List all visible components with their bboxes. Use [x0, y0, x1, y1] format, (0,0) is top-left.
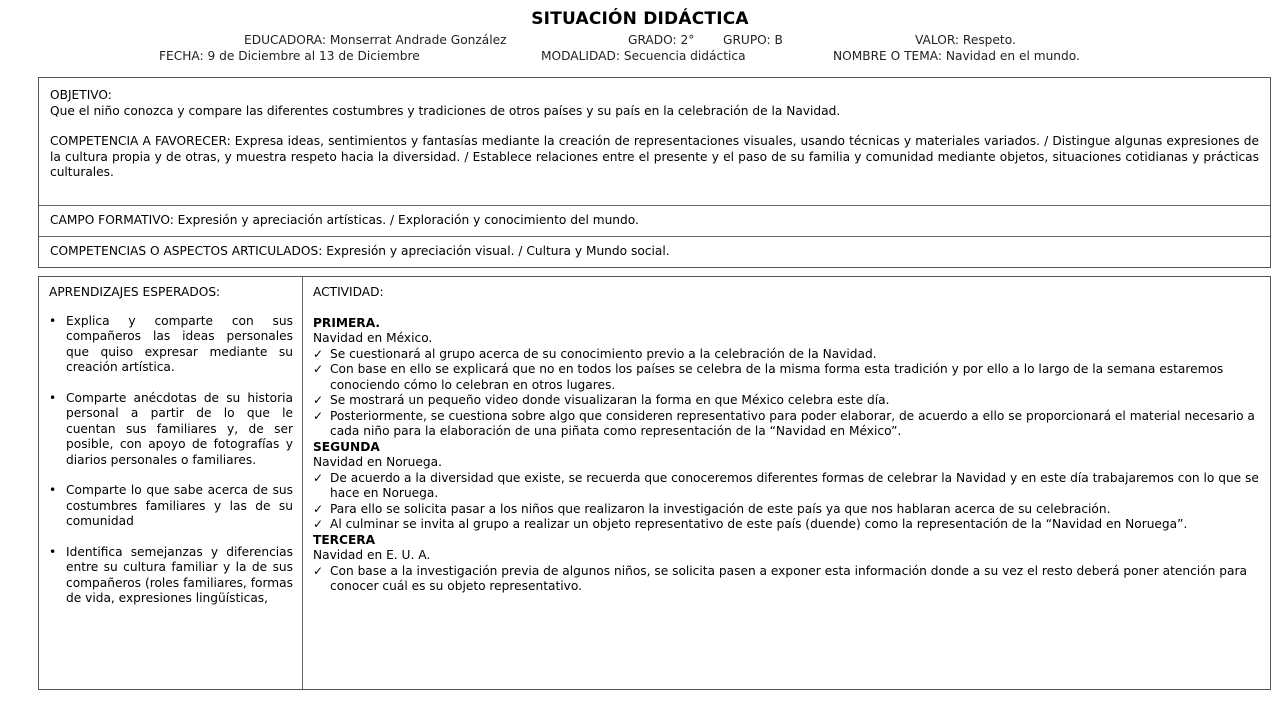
activity-table — [38, 276, 1271, 690]
segunda-list — [313, 471, 1260, 533]
segunda-title: SEGUNDA — [313, 439, 380, 454]
modalidad-label: MODALIDAD: Secuencia didáctica — [541, 49, 746, 63]
page-title: SITUACIÓN DIDÁCTICA — [531, 9, 749, 29]
primera-list — [313, 347, 1260, 440]
valor-label: VALOR: Respeto. — [915, 33, 1016, 47]
list-item: • Comparte lo que sabe acerca de sus costumbres familiares y las de su comunidad — [49, 483, 293, 530]
educadora-label: EDUCADORA: Monserrat Andrade González — [244, 33, 507, 47]
aprendizajes-column — [39, 277, 303, 689]
segunda-subtitle: Navidad en Noruega. — [313, 455, 442, 469]
grado-label: GRADO: 2° — [628, 33, 695, 47]
aprendizajes-label: APRENDIZAJES ESPERADOS: — [49, 285, 221, 299]
header-line-1 — [0, 33, 1280, 49]
tema-label: NOMBRE O TEMA: Navidad en el mundo. — [833, 49, 1080, 63]
list-item: ✓ Se cuestionará al grupo acerca de su conocimiento previo a la celebración de la Navidad. — [313, 347, 1260, 363]
tercera-title: TERCERA — [313, 532, 376, 547]
objective-table — [38, 77, 1271, 268]
aprendizajes-list — [49, 314, 293, 607]
tercera-list — [313, 564, 1260, 595]
primera-title: PRIMERA. — [313, 315, 380, 330]
tercera-subtitle: Navidad en E. U. A. — [313, 548, 431, 562]
competencias-articuladas-row: COMPETENCIAS O ASPECTOS ARTICULADOS: Expresión y apreciación visual. / Cultura y Mundo social. — [50, 244, 670, 258]
actividad-column — [303, 277, 1270, 689]
list-item: ✓ Con base a la investigación previa de algunos niños, se solicita pasen a exponer esta información donde a su vez el resto deberá poner atención para conocer cuál es su objeto representativo. — [313, 564, 1260, 595]
grupo-label: GRUPO: B — [723, 33, 783, 47]
actividad-label: ACTIVIDAD: — [313, 285, 384, 299]
list-item: ✓ Posteriormente, se cuestiona sobre algo que consideren representativo para poder elaborar, de acuerdo a ello se proporcionará el material necesario a cada niño para la elaboración de una piñata como representación de la “Navidad en México”. — [313, 409, 1260, 440]
competencia-text: COMPETENCIA A FAVORECER: Expresa ideas, sentimientos y fantasías mediante la creación de representaciones visuales, usando técnicas y materiales variados. / Distingue algunas expresiones de la cultura propia y de otras, y muestra respeto hacia la diversidad. / Establece relaciones entre el presente y el paso de su familia y comunidad mediante objetos, situaciones cotidianas y prácticas culturales. — [50, 134, 1259, 179]
fecha-label: FECHA: 9 de Diciembre al 13 de Diciembre — [159, 49, 420, 63]
list-item: • Explica y comparte con sus compañeros las ideas personales que quiso expresar mediante su creación artística. — [49, 314, 293, 376]
list-item: ✓ De acuerdo a la diversidad que existe, se recuerda que conoceremos diferentes formas de celebrar la Navidad y en este día trabajaremos con lo que se hace en Noruega. — [313, 471, 1260, 502]
list-item: • Identifica semejanzas y diferencias entre su cultura familiar y la de sus compañeros (roles familiares, formas de vida, expresiones lingüísticas, — [49, 545, 293, 607]
list-item: ✓ Con base en ello se explicará que no en todos los países se celebra de la misma forma esta tradición y por ello a lo largo de la semana estaremos conociendo cómo lo celebran en otros lugares. — [313, 362, 1260, 393]
objective-label: OBJETIVO: — [50, 88, 112, 102]
list-item: ✓ Para ello se solicita pasar a los niños que realizaron la investigación de este país ya que nos hablaran acerca de su celebración. — [313, 502, 1260, 518]
primera-subtitle: Navidad en México. — [313, 331, 433, 345]
list-item: ✓ Al culminar se invita al grupo a realizar un objeto representativo de este país (duende) como la representación de la “Navidad en Noruega”. — [313, 517, 1260, 533]
header-line-2 — [0, 49, 1280, 65]
campo-formativo-row: CAMPO FORMATIVO: Expresión y apreciación artísticas. / Exploración y conocimiento del mundo. — [39, 206, 1270, 237]
list-item: • Comparte anécdotas de su historia personal a partir de lo que le cuentan sus familiares y, de ser posible, con apoyo de fotografías y diarios personales o familiares. — [49, 391, 293, 469]
objective-row — [39, 78, 1270, 206]
objective-text: Que el niño conozca y compare las diferentes costumbres y tradiciones de otros países y su país en la celebración de la Navidad. — [50, 103, 841, 118]
list-item: ✓ Se mostrará un pequeño video donde visualizaran la forma en que México celebra este día. — [313, 393, 1260, 409]
